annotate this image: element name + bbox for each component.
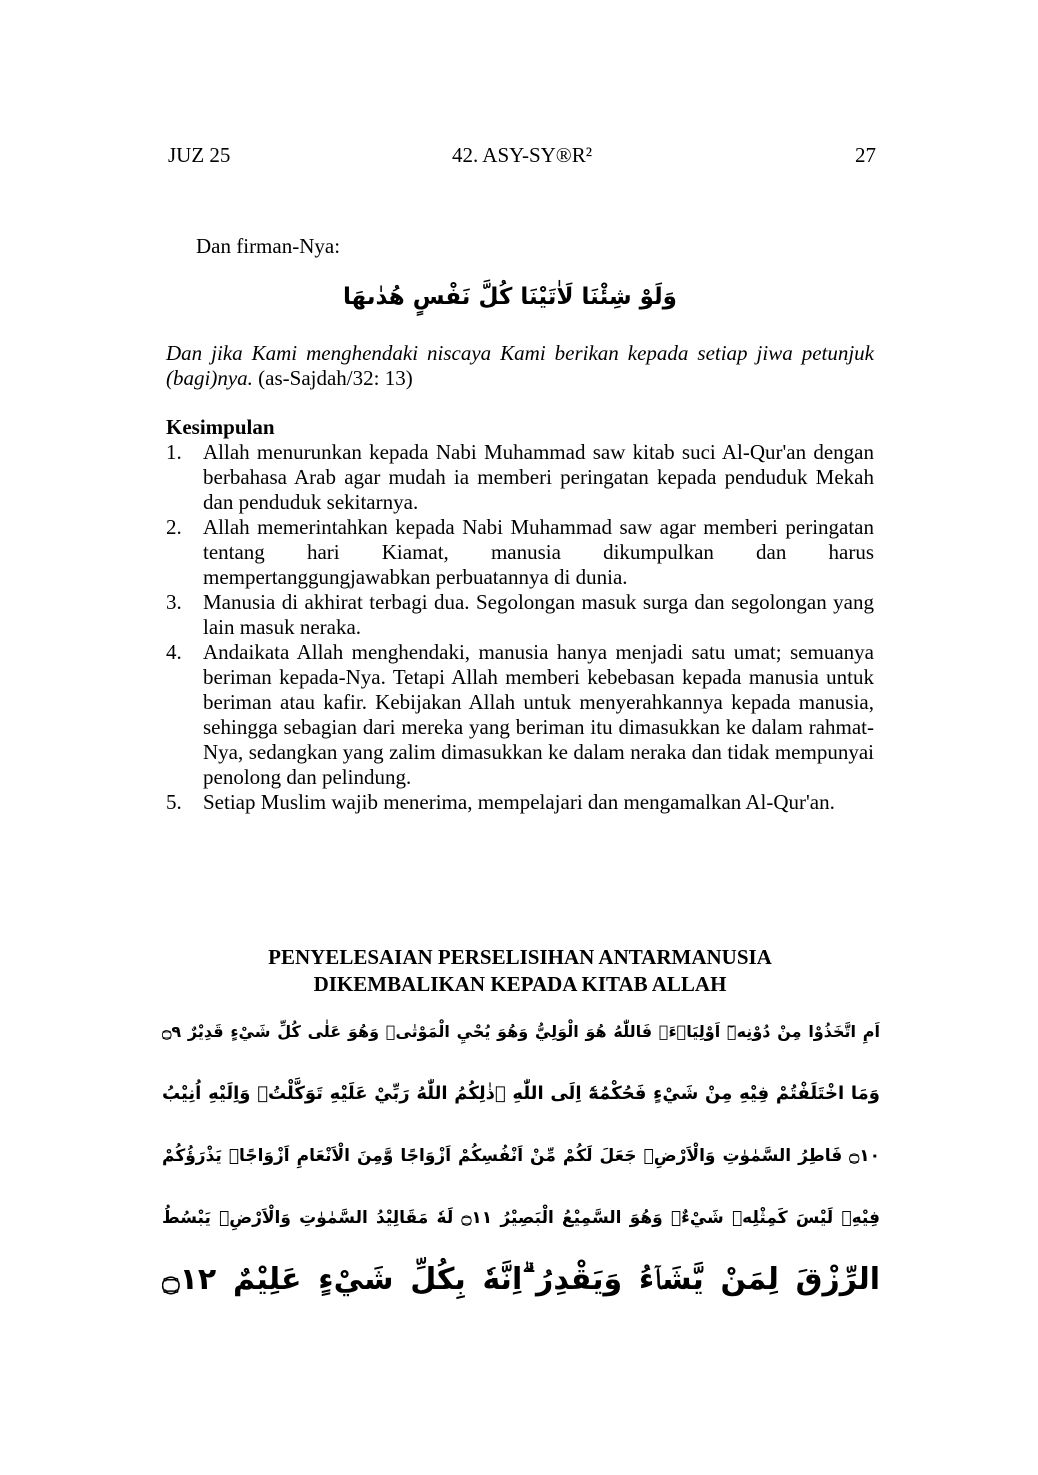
list-number: 1. — [166, 440, 182, 464]
arabic-verse: وَلَوْ شِئْنَا لَاٰتَيْنَا كُلَّ نَفْسٍ هُدٰىهَا — [343, 284, 677, 310]
list-number: 5. — [166, 790, 182, 814]
list-text: Allah menurunkan kepada Nabi Muhammad saw kitab suci Al-Qur'an dengan berbahasa Arab agar mudah ia memberi peringatan kepada penduduk Mekah dan penduduk sekitarnya. — [203, 440, 874, 514]
page-header — [168, 143, 876, 173]
surah-title: 42. ASY-SY®R² — [451, 143, 593, 167]
list-item — [166, 640, 874, 790]
juz-label: JUZ 25 — [168, 143, 231, 167]
list-item — [166, 590, 874, 640]
list-text: Manusia di akhirat terbagi dua. Segolongan masuk surga dan segolongan yang lain masuk neraka. — [203, 590, 874, 639]
list-text: Setiap Muslim wajib menerima, mempelajari dan mengamalkan Al-Qur'an. — [203, 790, 835, 814]
verse-line: فِيْهِۗ لَيْسَ كَمِثْلِهٖ شَيْءٌۚ وَهُوَ السَّمِيْعُ الْبَصِيْرُ ۝١١ لَهٗ مَقَالِيْدُ السَّمٰوٰتِ وَالْاَرْضِۚ يَبْسُطُ — [162, 1208, 880, 1228]
list-number: 3. — [166, 590, 182, 614]
translation-text: Dan jika Kami menghendaki niscaya Kami berikan kepada setiap jiwa petunjuk (bagi)nya. — [166, 341, 874, 390]
page-number: 27 — [855, 143, 876, 167]
intro-text: Dan firman-Nya: — [196, 234, 341, 258]
conclusion-list — [166, 440, 874, 815]
quran-verse-block — [162, 1003, 880, 1315]
conclusion-title: Kesimpulan — [166, 415, 275, 439]
verse-line: اَمِ اتَّخَذُوْا مِنْ دُوْنِهٖٓ اَوْلِيَاۤءَۚ فَاللّٰهُ هُوَ الْوَلِيُّ وَهُوَ يُحْيِ الْمَوْتٰىۖ وَهُوَ عَلٰى كُلِّ شَيْءٍ قَدِيْرٌ ۝٩ — [162, 1022, 880, 1041]
translation — [166, 341, 874, 391]
translation-reference: (as-Sajdah/32: 13) — [252, 366, 413, 390]
list-item — [166, 440, 874, 515]
section-title-line2: DIKEMBALIKAN KEPADA KITAB ALLAH — [313, 972, 727, 996]
verse-line: الرِّزْقَ لِمَنْ يَّشَاۤءُ وَيَقْدِرُ ۗاِنَّهٗ بِكُلِّ شَيْءٍ عَلِيْمٌ ۝١٢ — [162, 1262, 880, 1297]
list-text: Andaikata Allah menghendaki, manusia hanya menjadi satu umat; semuanya beriman kepada-Nya. Tetapi Allah memberi kebebasan kepada manusia untuk beriman atau kafir. Kebijakan Allah untuk menyerahkannya kepada manusia, sehingga sebagian dari mereka yang beriman itu dimasukkan ke dalam rahmat-Nya, sedangkan yang zalim dimasukkan ke dalam neraka dan tidak mempunyai penolong dan pelindung. — [203, 640, 874, 789]
list-number: 4. — [166, 640, 182, 664]
list-item — [166, 790, 874, 815]
list-number: 2. — [166, 515, 182, 539]
list-item — [166, 515, 874, 590]
section-title-line1: PENYELESAIAN PERSELISIHAN ANTARMANUSIA — [268, 945, 772, 969]
verse-line: ۝١٠ فَاطِرُ السَّمٰوٰتِ وَالْاَرْضِۗ جَعَلَ لَكُمْ مِّنْ اَنْفُسِكُمْ اَزْوَاجًا وَّمِنَ الْاَنْعَامِ اَزْوَاجًاۚ يَذْرَؤُكُمْ — [162, 1146, 880, 1166]
verse-line: وَمَا اخْتَلَفْتُمْ فِيْهِ مِنْ شَيْءٍ فَحُكْمُهٗٓ اِلَى اللّٰهِ ۗذٰلِكُمُ اللّٰهُ رَبِّيْ عَلَيْهِ تَوَكَّلْتُۖ وَاِلَيْهِ اُنِيْبُ — [162, 1083, 880, 1104]
list-text: Allah memerintahkan kepada Nabi Muhammad saw agar memberi peringatan tentang hari Kiamat, manusia dikumpulkan dan harus mempertanggungjawabkan perbuatannya di dunia. — [203, 515, 874, 589]
section-title — [166, 944, 874, 998]
